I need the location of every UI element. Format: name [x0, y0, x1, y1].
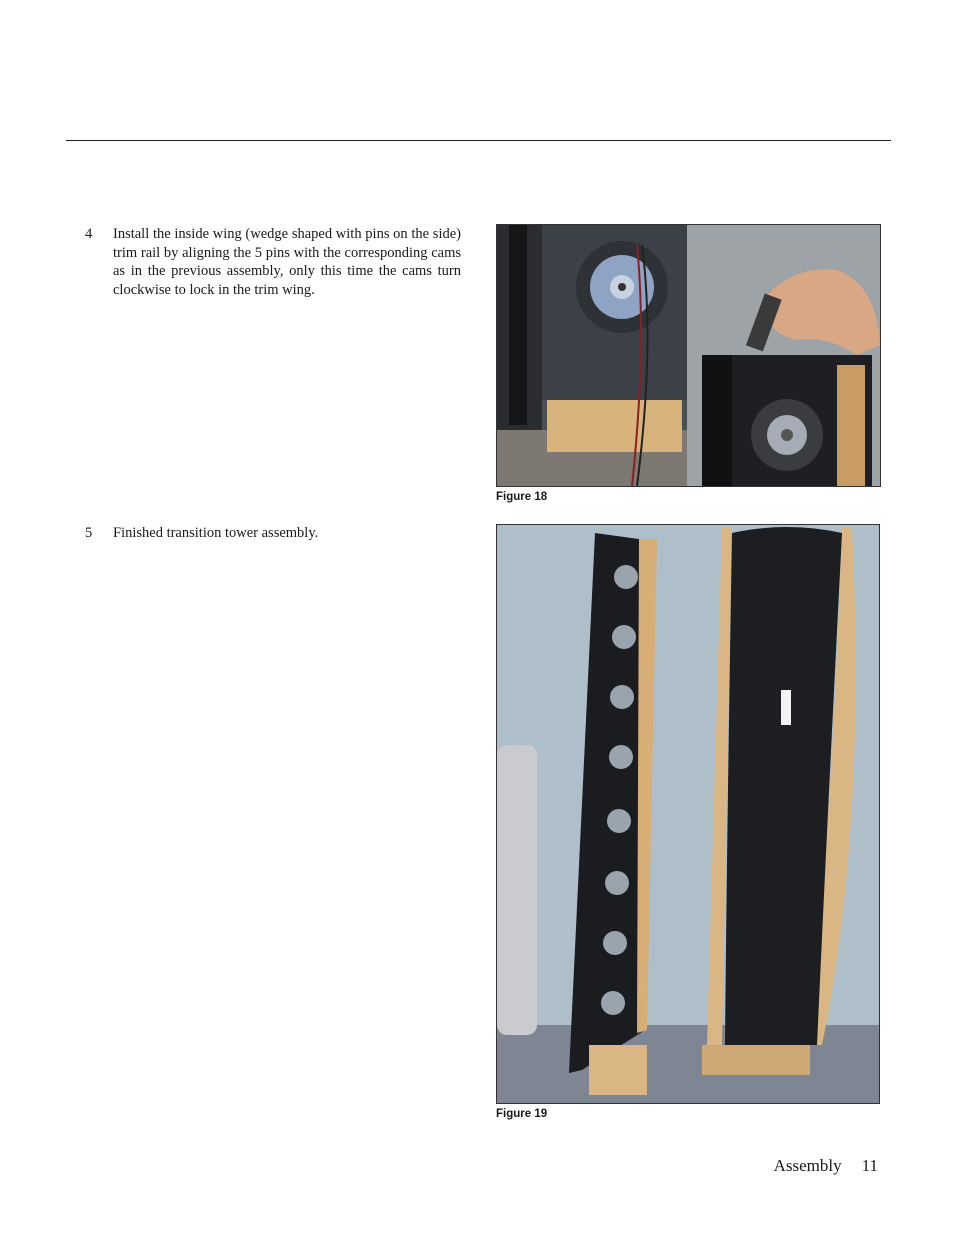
- figure-19-photo: [496, 524, 880, 1104]
- step-number: 5: [85, 525, 93, 541]
- step-text: Finished transition tower assembly.: [113, 525, 319, 541]
- figure-18-photo: [496, 224, 881, 487]
- figure-18-caption: Figure 18: [496, 491, 548, 503]
- step-4: [85, 225, 461, 299]
- step-number: 4: [85, 226, 93, 242]
- page-number: 11: [861, 1156, 878, 1175]
- figure-19-caption: Figure 19: [496, 1108, 548, 1120]
- step-5: [85, 524, 461, 543]
- footer-section-title: Assembly: [773, 1156, 842, 1175]
- page-footer: [774, 1156, 878, 1176]
- header-rule: [66, 140, 891, 141]
- step-text: Install the inside wing (wedge shaped with pins on the side) trim rail by aligning the 5 pins with the corresponding cams as in the previous assembly, only this time the cams turn clockwise to lock in the trim wing.: [113, 226, 461, 298]
